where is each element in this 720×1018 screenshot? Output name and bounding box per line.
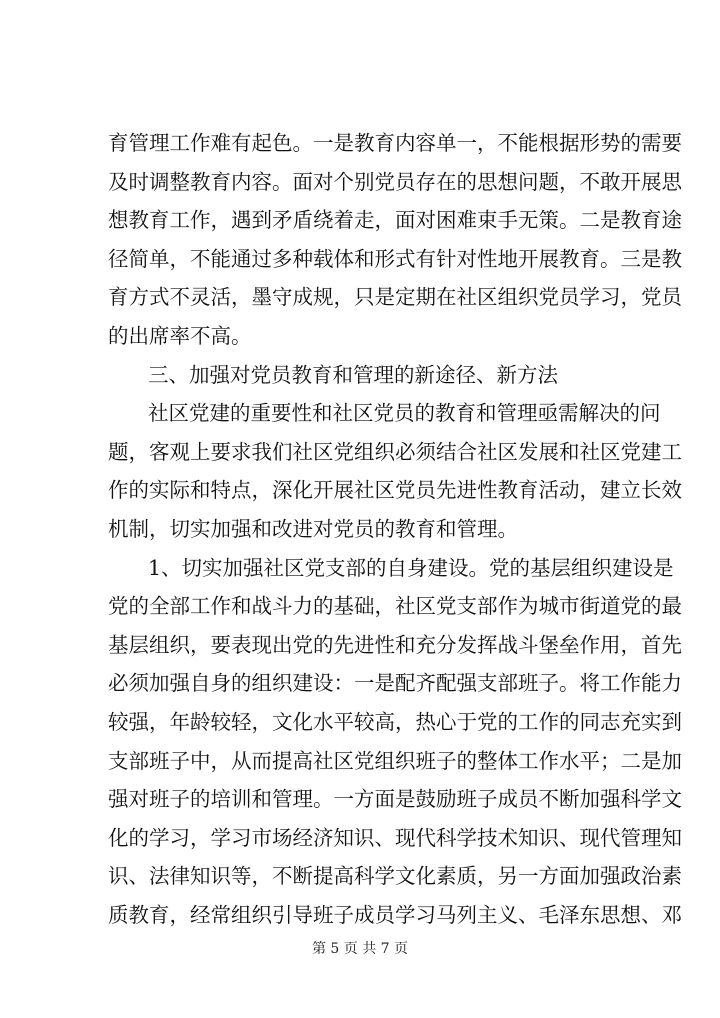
text-line: 质教育，经常组织引导班子成员学习马列主义、毛泽东思想、邓: [108, 903, 682, 927]
text-line: 题，客观上要求我们社区党组织必须结合社区发展和社区党建工: [108, 439, 682, 464]
text-line: 化的学习，学习市场经济知识、现代科学技术知识、现代管理知: [108, 825, 682, 850]
text-line: 必须加强自身的组织建设：一是配齐配强支部班子。将工作能力: [108, 671, 682, 696]
text-line: 及时调整教育内容。面对个别党员存在的思想问题，不敢开展思: [108, 169, 682, 194]
text-line: 育方式不灵活，墨守成规，只是定期在社区组织党员学习，党员: [108, 285, 682, 310]
text-line: 识、法律知识等，不断提高科学文化素质，另一方面加强政治素: [108, 864, 682, 889]
text-line: 径简单，不能通过多种载体和形式有针对性地开展教育。三是教: [108, 246, 682, 271]
text-line: 党的全部工作和战斗力的基础，社区党支部作为城市街道党的最: [108, 594, 682, 619]
text-line: 较强，年龄较轻，文化水平较高，热心于党的工作的同志充实到: [108, 710, 682, 734]
text-line: 育管理工作难有起色。一是教育内容单一，不能根据形势的需要: [108, 131, 682, 155]
text-line: 机制，切实加强和改进对党员的教育和管理。: [108, 517, 518, 541]
section-heading: 三、加强对党员教育和管理的新途径、新方法: [148, 362, 558, 387]
text-line: 的出席率不高。: [108, 324, 252, 348]
text-line: 想教育工作，遇到矛盾绕着走，面对困难束手无策。二是教育途: [108, 208, 682, 233]
text-line: 支部班子中，从而提高社区党组织班子的整体工作水平；二是加: [108, 748, 682, 773]
text-line: 作的实际和特点，深化开展社区党员先进性教育活动，建立长效: [108, 478, 682, 503]
text-line: 社区党建的重要性和社区党员的教育和管理亟需解决的问: [148, 401, 661, 426]
page-footer: 第 5 页 共 7 页: [311, 941, 409, 957]
text-line: 强对班子的培训和管理。一方面是鼓励班子成员不断加强科学文: [108, 787, 682, 812]
text-line: 1、切实加强社区党支部的自身建设。党的基层组织建设是: [148, 555, 674, 580]
text-line: 基层组织，要表现出党的先进性和充分发挥战斗堡垒作用，首先: [108, 632, 682, 657]
